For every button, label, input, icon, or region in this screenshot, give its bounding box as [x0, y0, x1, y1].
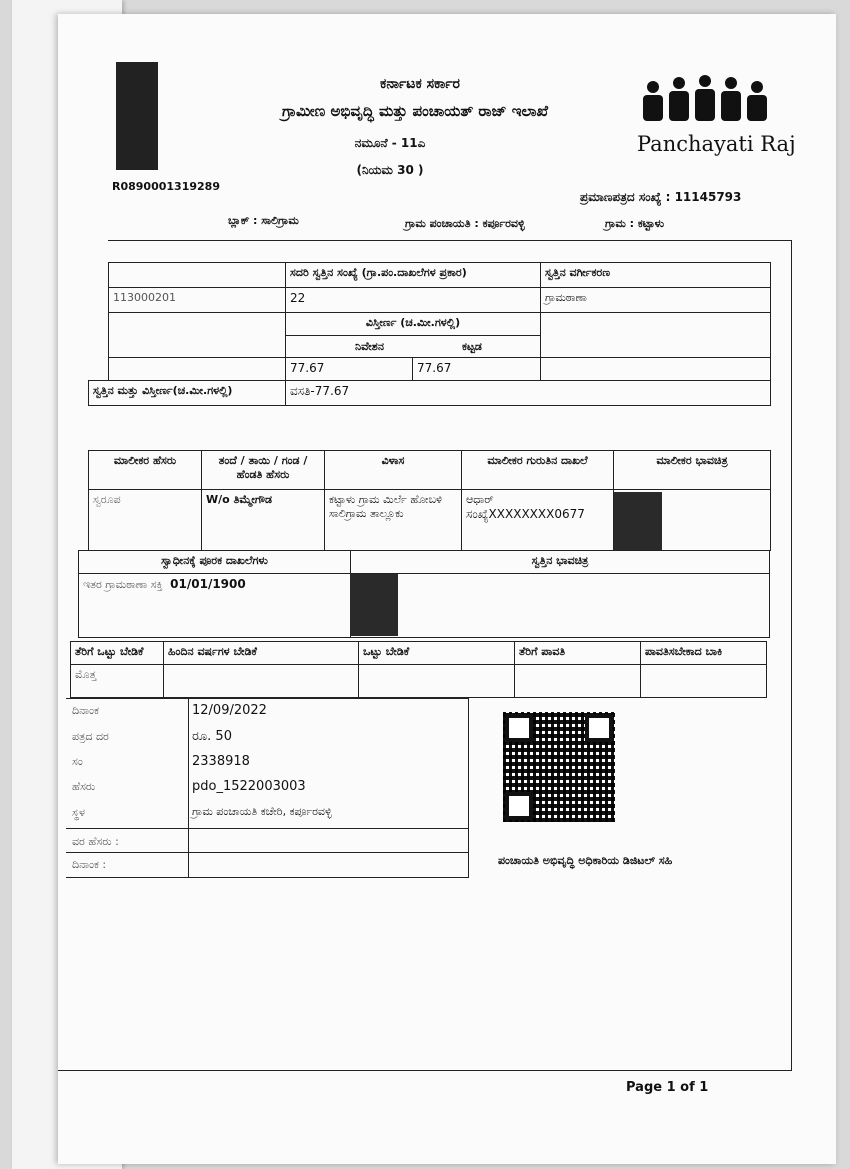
- total-area: ವಸತಿ-77.67: [285, 380, 771, 406]
- owner-photo-header: ಮಾಲೀಕರ ಭಾವಚಿತ್ರ: [613, 450, 771, 490]
- logo-text: Panchayati Raj: [637, 132, 796, 156]
- building-area: 77.67: [412, 357, 541, 381]
- empty-cell: [358, 664, 515, 698]
- signer-date-label: ದಿನಾಂಕ :: [72, 858, 107, 871]
- user-label: ಹೆಸರು: [72, 780, 96, 793]
- doc-type: ಇತರ ಗ್ರಾಮಠಾಣಾ ಸಕ್ತಿ: [83, 578, 163, 591]
- site-area: 77.67: [285, 357, 413, 381]
- previous-demand-header: ಹಿಂದಿನ ವರ್ಷಗಳ ಬೇಡಿಕೆ: [163, 641, 359, 665]
- owner-name-header: ಮಾಲೀಕರ ಹೆಸರು: [88, 450, 202, 490]
- fee-label: ಪತ್ರದ ದರ: [72, 730, 109, 743]
- id-type: ಆಧಾರ್: [466, 493, 494, 506]
- block-name: ಬ್ಲಾಕ್ : ಸಾಲಿಗ್ರಾಮ: [228, 214, 299, 227]
- receipt-label: ಸಂ: [72, 755, 83, 768]
- panchayati-raj-logo: [635, 75, 775, 135]
- doc-date: 01/01/1900: [170, 577, 246, 591]
- form-number: ನಮೂನೆ - 11ಎ: [354, 136, 426, 150]
- issue-date: 12/09/2022: [192, 703, 267, 718]
- property-photo-header: ಸ್ವತ್ತಿನ ಭಾವಚಿತ್ರ: [350, 550, 770, 574]
- gram-panchayat: ಗ್ರಾಮ ಪಂಚಾಯತಿ : ಕರ್ಪೂರವಳ್ಳಿ: [405, 217, 525, 230]
- empty-cell: [514, 664, 641, 698]
- asset-number-header: ಸದರಿ ಸ್ವತ್ತಿನ ಸಂಖ್ಯೆ (ಗ್ರಾ.ಪಂ.ದಾಖಲೆಗಳ ಪ್ರಕಾರ): [285, 262, 541, 288]
- property-photo-cell: [350, 573, 770, 638]
- address-header: ವಿಳಾಸ: [324, 450, 462, 490]
- site-header: ನಿವೇಶನ: [355, 340, 384, 353]
- property-label-cell: [108, 262, 286, 288]
- certificate-number: ಪ್ರಮಾಣಪತ್ರದ ಸಂಖ್ಯೆ : 11145793: [580, 190, 742, 204]
- empty-cell: [108, 357, 286, 381]
- qr-finder: [585, 714, 613, 742]
- people-icon: [635, 75, 775, 131]
- issue-fee: ರೂ. 50: [192, 729, 232, 744]
- qr-finder: [505, 714, 533, 742]
- owner-name: ಸ್ವರೂಪ: [88, 489, 202, 551]
- empty-cell: [540, 357, 771, 381]
- property-photo: [350, 574, 398, 636]
- supporting-docs-header: ಸ್ವಾಧೀನಕ್ಕೆ ಪೂರಕ ದಾಖಲೆಗಳು: [78, 550, 351, 574]
- qr-code: [503, 712, 615, 822]
- page-number: Page 1 of 1: [626, 1080, 709, 1095]
- relation-header: ತಂದೆ / ತಾಯಿ / ಗಂಡ / ಹೆಂಡತಿ ಹೆಸರು: [201, 450, 325, 490]
- issue-place: ಗ್ರಾಮ ಪಂಚಾಯತಿ ಕಚೇರಿ, ಕರ್ಪೂರವಳ್ಳಿ: [192, 805, 332, 818]
- building-header: ಕಟ್ಟಡ: [462, 340, 482, 353]
- property-id: 113000201: [108, 287, 286, 313]
- id-number: ಸಂಖ್ಯೆXXXXXXXX0677: [466, 507, 585, 521]
- date-label: ದಿನಾಂಕ: [72, 704, 99, 717]
- signer-name-label: ವರ ಹೆಸರು :: [72, 835, 119, 848]
- digital-signature-label: ಪಂಚಾಯತಿ ಅಭಿವೃದ್ಧಿ ಅಧಿಕಾರಿಯ ಡಿಜಿಟಲ್ ಸಹಿ: [498, 854, 673, 867]
- receipt-number: 2338918: [192, 754, 250, 769]
- tax-paid-header: ತೆರಿಗೆ ಪಾವತಿ: [514, 641, 641, 665]
- total-tax-header: ತೆರಿಗೆ ಒಟ್ಟು ಬೇಡಿಕೆ: [70, 641, 164, 665]
- asset-class-header: ಸ್ವತ್ತಿನ ವರ್ಗೀಕರಣ: [540, 262, 771, 288]
- total-demand-header: ಒಟ್ಟು ಬೇಡಿಕೆ: [358, 641, 515, 665]
- owner-id-cell: [461, 489, 614, 551]
- id-doc-header: ಮಾಲೀಕರ ಗುರುತಿನ ದಾಖಲೆ: [461, 450, 614, 490]
- owner-relation: W/o ತಿಮ್ಮೇಗೌಡ: [201, 489, 325, 551]
- owner-photo: [614, 492, 662, 551]
- issued-by-user: pdo_1522003003: [192, 779, 306, 794]
- empty-cell: [108, 312, 286, 358]
- asset-class: ಗ್ರಾಮಠಾಣಾ: [540, 287, 771, 313]
- village-name: ಗ್ರಾಮ : ಕಟ್ಟಾಳು: [605, 217, 665, 230]
- owner-address: ಕಟ್ಟಾಳು ಗ್ರಾಮ ಮಿರ್ಲೆ ಹೋಬಳಿ ಸಾಲಿಗ್ರಾಮ ತಾಲ್ಲೂಕು: [324, 489, 462, 551]
- gov-title: ಕರ್ನಾಟಕ ಸರ್ಕಾರ: [380, 76, 460, 92]
- qr-finder: [505, 792, 533, 820]
- empty-cell: [163, 664, 359, 698]
- balance-header: ಪಾವತಿಸಬೇಕಾದ ಬಾಕಿ: [640, 641, 767, 665]
- place-label: ಸ್ಥಳ: [72, 806, 85, 819]
- empty-cell: [540, 312, 771, 358]
- asset-number: 22: [285, 287, 541, 313]
- empty-cell: [640, 664, 767, 698]
- total-area-label: ಸ್ವತ್ತಿನ ಮತ್ತು ವಿಸ್ತೀರ್ಣ(ಚ.ಮೀ.ಗಳಲ್ಲಿ): [88, 380, 286, 406]
- reference-number: R0890001319289: [112, 180, 220, 193]
- state-emblem: [116, 62, 158, 170]
- dept-title: ಗ್ರಾಮೀಣ ಅಭಿವೃದ್ಧಿ ಮತ್ತು ಪಂಚಾಯತ್ ರಾಜ್ ಇಲಾಖೆ: [281, 102, 549, 120]
- supporting-docs-cell: [78, 573, 351, 638]
- rule-number: (ನಿಯಮ 30 ): [356, 163, 424, 177]
- area-header: ವಿಸ್ತೀರ್ಣ (ಚ.ಮೀ.ಗಳಲ್ಲಿ): [285, 312, 541, 336]
- tax-row-label: ಮೊತ್ತ: [70, 664, 164, 698]
